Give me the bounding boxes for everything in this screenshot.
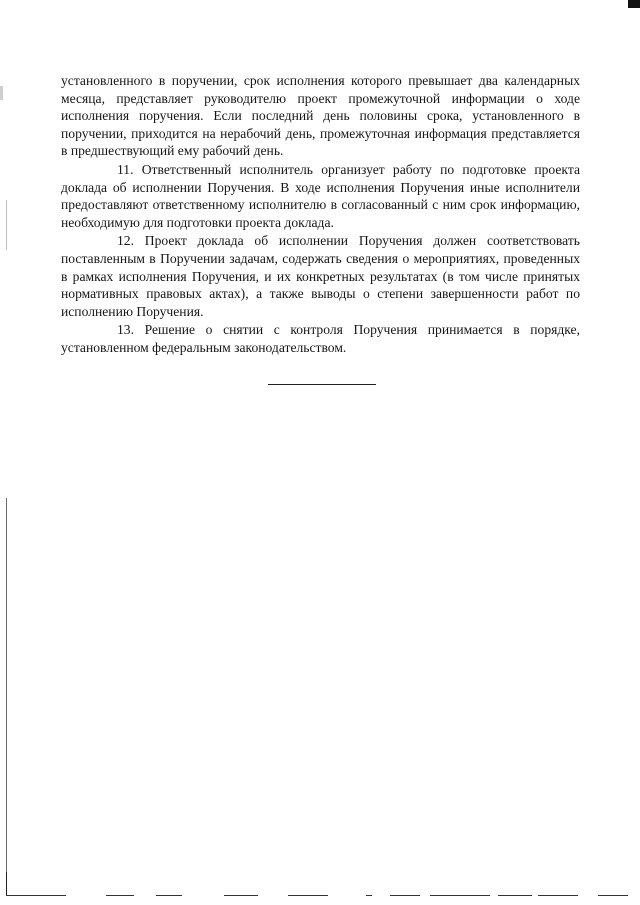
scan-mark-top-right <box>628 0 640 8</box>
document-body <box>61 72 580 358</box>
paragraph-11: 11. Ответственный исполнитель организует работу по подготовке проекта доклада об исполнении Поручения. В ходе исполнения Поручения иные исполнители предоставляют ответственному исполнителю в согласованный с ним срок информацию, необходимую для подготовки проекта доклада. <box>61 161 580 230</box>
paragraph-13: 13. Решение о снятии с контроля Поручения принимается в порядке, установленном федеральным законодательством. <box>61 322 580 355</box>
end-of-text-rule <box>268 384 376 385</box>
scan-bottom-edge <box>6 895 636 897</box>
scan-margin-line <box>6 498 7 878</box>
paragraph-12: 12. Проект доклада об исполнении Поручения должен соответствовать поставленным в Поручении задачам, содержать сведения о мероприятиях, проведенных в рамках исполнения Поручения, и их конкретных результатах (в том числе принятых нормативных правовых актах), а также выводы о степени завершенности работ по исполнению Поручения. <box>61 233 580 319</box>
scan-tick-left <box>0 86 3 100</box>
scan-margin-line <box>6 200 7 250</box>
paragraph-10-continuation: установленного в поручении, срок исполнения которого превышает два календарных месяца, представляет руководителю проект промежуточной информации о ходе исполнения поручения. Если последний день половины срока, установленного в поручении, приходится на нерабочий день, промежуточная информация представляется в предшествующий ему рабочий день. <box>61 73 580 159</box>
scan-corner-mark <box>6 872 7 896</box>
